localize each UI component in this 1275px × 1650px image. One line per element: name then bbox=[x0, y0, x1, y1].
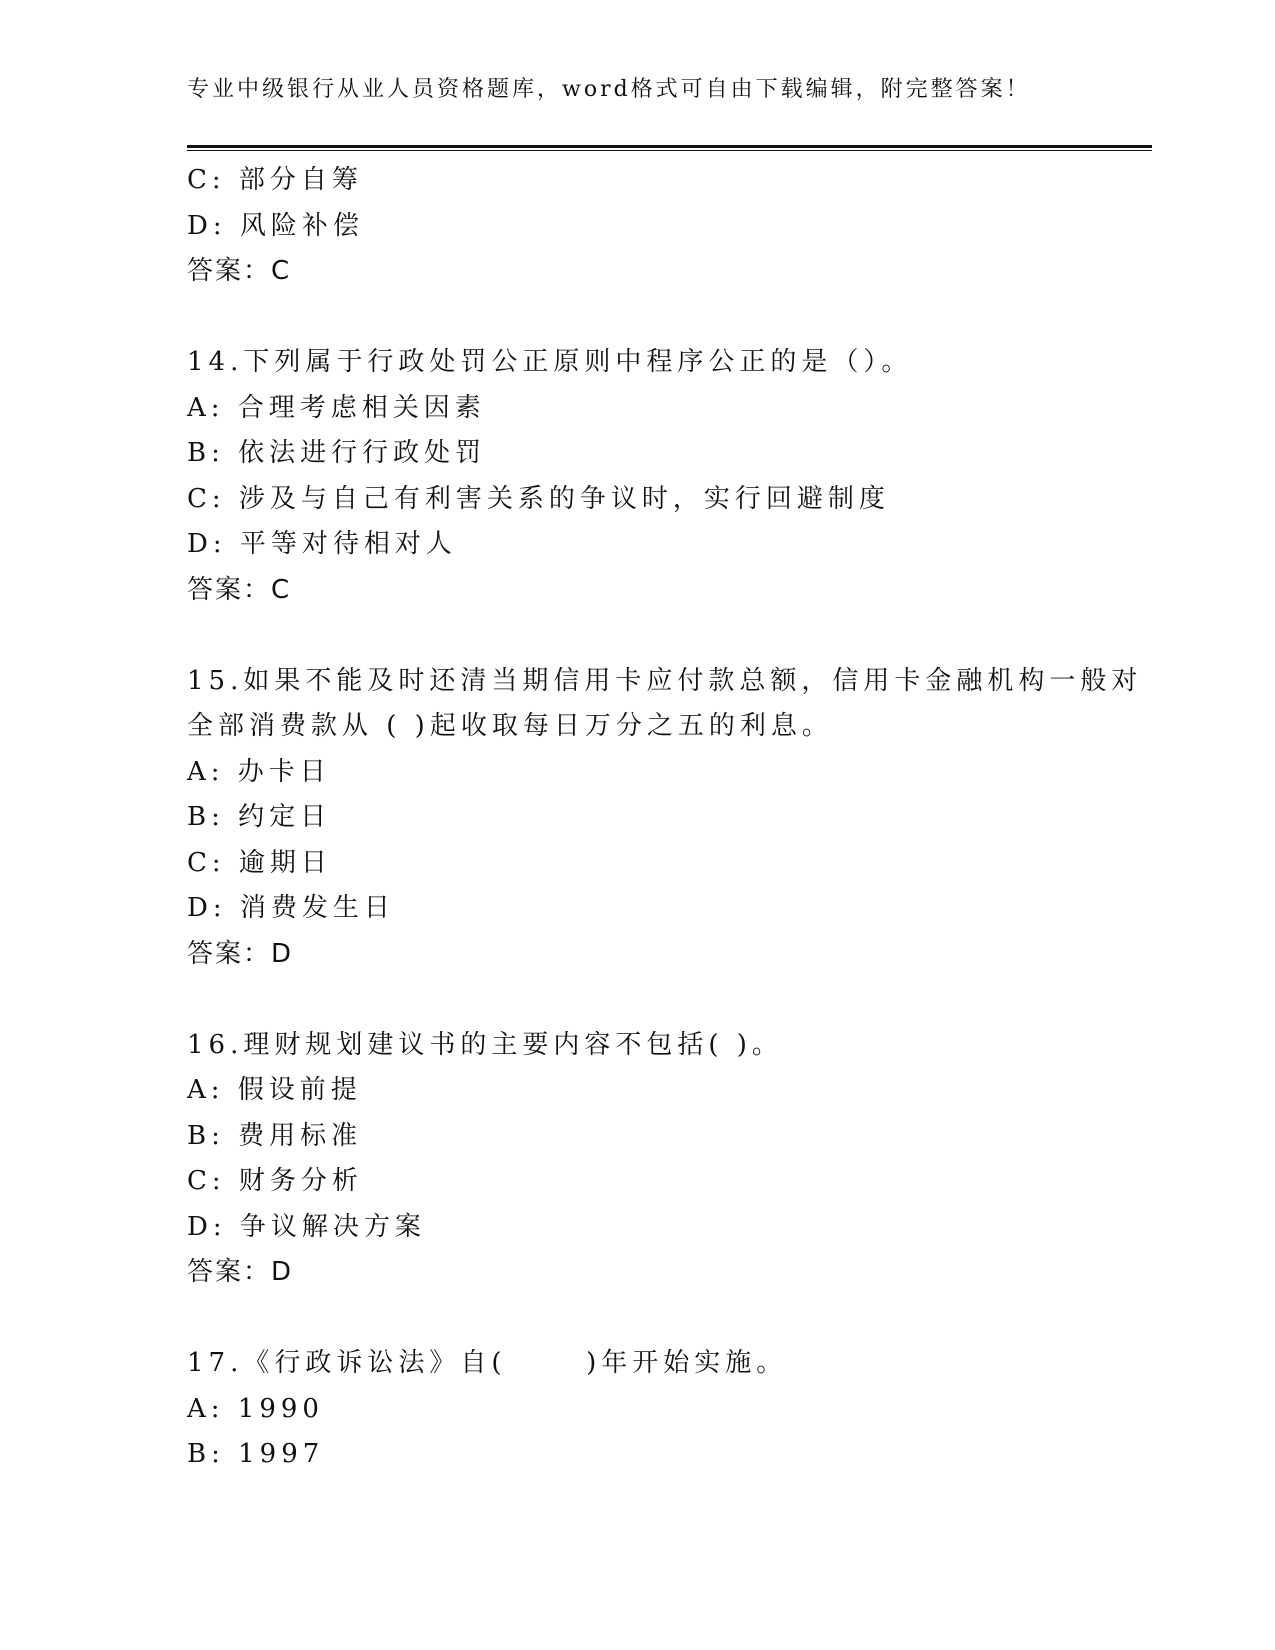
option-a: A: 办卡日 bbox=[187, 756, 331, 787]
answer: 答案：C bbox=[187, 574, 292, 605]
option-b: B: 约定日 bbox=[187, 802, 332, 832]
option-a: A: 合理考虑相关因素 bbox=[187, 392, 486, 423]
question-stem: 15.如果不能及时还清当期信用卡应付款总额，信用卡金融机构一般对 bbox=[187, 665, 1143, 696]
option-d: D: 争议解决方案 bbox=[187, 1211, 426, 1242]
option-c: C: 部分自筹 bbox=[187, 165, 363, 195]
option-d: D: 消费发生日 bbox=[187, 893, 395, 923]
spacer bbox=[187, 295, 1087, 341]
spacer bbox=[187, 977, 1087, 1023]
option-a: A: 1990 bbox=[187, 1393, 324, 1424]
option-c: C: 财务分析 bbox=[187, 1166, 363, 1196]
spacer bbox=[187, 613, 1087, 659]
question-stem: 16.理财规划建议书的主要内容不包括( )。 bbox=[187, 1029, 783, 1060]
question-list bbox=[187, 158, 1143, 1478]
option-b: B: 1997 bbox=[187, 1439, 325, 1469]
page-header: 专业中级银行从业人员资格题库，word格式可自由下载编辑，附完整答案！ bbox=[187, 77, 1031, 102]
spacer bbox=[187, 1296, 1087, 1342]
header-rule-thick bbox=[187, 145, 1152, 148]
option-b: B: 费用标准 bbox=[187, 1120, 363, 1151]
option-d: D: 风险补偿 bbox=[187, 210, 364, 241]
question-stem: 17.《行政诉讼法》自( )年开始实施。 bbox=[187, 1348, 788, 1378]
option-d: D: 平等对待相对人 bbox=[187, 529, 457, 559]
option-a: A: 假设前提 bbox=[187, 1075, 362, 1105]
question-stem: 14.下列属于行政处罚公正原则中程序公正的是（）。 bbox=[187, 347, 913, 377]
answer: 答案：C bbox=[187, 256, 292, 286]
header-rule-thin bbox=[187, 150, 1152, 151]
question-stem-continued: 全部消费款从 ( )起收取每日万分之五的利息。 bbox=[187, 711, 833, 741]
option-c: C: 涉及与自己有利害关系的争议时，实行回避制度 bbox=[187, 483, 890, 514]
option-b: B: 依法进行行政处罚 bbox=[187, 438, 487, 468]
option-c: C: 逾期日 bbox=[187, 847, 332, 878]
answer: 答案：D bbox=[187, 938, 294, 969]
answer: 答案：D bbox=[187, 1257, 294, 1287]
